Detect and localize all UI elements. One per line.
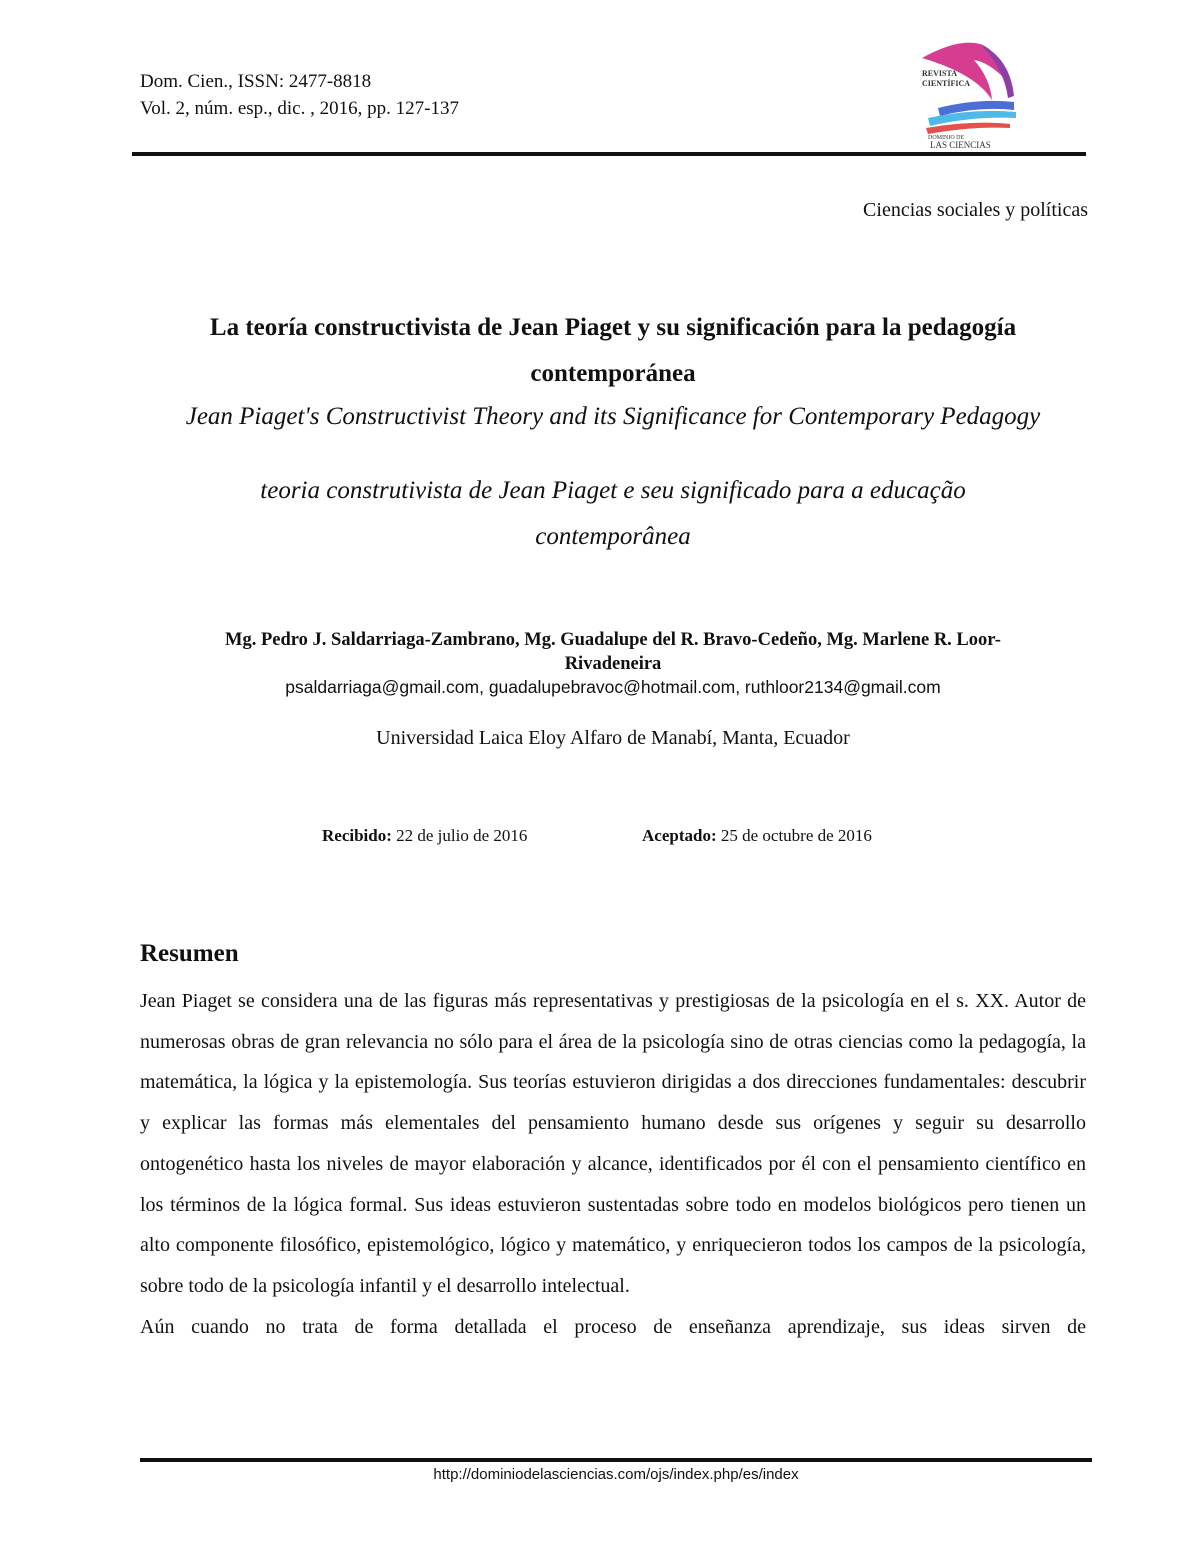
title-portuguese-line2: contemporânea <box>535 523 691 550</box>
journal-issn: Dom. Cien., ISSN: 2477-8818 <box>140 71 372 92</box>
header-rule <box>132 152 1086 156</box>
received-date <box>322 826 527 846</box>
title-portuguese <box>140 468 1086 560</box>
logo-text-dominio: DOMINIO DE <box>928 135 965 141</box>
logo-swoosh-red <box>926 123 1010 134</box>
author-list <box>140 628 1086 676</box>
author-affiliation: Universidad Laica Eloy Alfaro de Manabí, Manta, Ecuador <box>376 727 850 749</box>
footer-rule <box>140 1458 1092 1462</box>
journal-header <box>140 68 459 122</box>
title-portuguese-line1: teoria construtivista de Jean Piaget e seu significado para a educação <box>260 477 966 504</box>
author-list-line2: Rivadeneira <box>564 654 662 674</box>
received-value: 22 de julio de 2016 <box>396 826 528 845</box>
journal-volume: Vol. 2, núm. esp., dic. , 2016, pp. 127-137 <box>140 98 459 119</box>
received-label: Recibido: <box>322 826 392 845</box>
abstract-body <box>140 981 1086 1347</box>
accepted-label: Aceptado: <box>642 826 717 845</box>
journal-logo <box>918 38 1018 150</box>
accepted-value: 25 de octubre de 2016 <box>720 826 872 845</box>
title-english: Jean Piaget's Constructivist Theory and its Significance for Contemporary Pedagogy <box>185 403 1041 430</box>
logo-text-ciencias: LAS CIENCIAS <box>930 140 991 150</box>
accepted-date <box>642 826 872 846</box>
abstract-paragraph-1: Jean Piaget se considera una de las figuras más representativas y prestigiosas de la psicología en el s. XX. Autor de numerosas obras de gran relevancia no sólo para el área de la psicología sino de otras ciencias como la pedagogía, la matemática, la lógica y la epistemología. Sus teorías estuvieron dirigidas a dos direcciones fundamentales: descubrir y explicar las formas más elementales del pensamiento humano desde sus orígenes y seguir su desarrollo ontogenético hasta los niveles de mayor elaboración y alcance, identificados por él con el pensamiento científico en los términos de la lógica formal. Sus ideas estuvieron sustentadas sobre todo en modelos biológicos pero tienen un alto componente filosófico, epistemológico, lógico y matemático, y enriquecieron todos los campos de la psicología, sobre todo de la psicología infantil y el desarrollo intelectual. <box>140 990 1086 1297</box>
author-list-line1: Mg. Pedro J. Saldarriaga-Zambrano, Mg. Guadalupe del R. Bravo-Cedeño, Mg. Marlene R. Loor- <box>225 630 1001 650</box>
title-spanish-line1: La teoría constructivista de Jean Piaget y su significación para la pedagogía <box>209 314 1017 341</box>
abstract-paragraph-2: Aún cuando no trata de forma detallada el proceso de enseñanza aprendizaje, sus ideas sirven de <box>140 1315 1086 1338</box>
logo-text-cientifica: CIENTÍFICA <box>922 79 971 88</box>
title-spanish <box>140 305 1086 397</box>
author-emails: psaldarriaga@gmail.com, guadalupebravoc@hotmail.com, ruthloor2134@gmail.com <box>285 677 941 697</box>
footer-url-link[interactable]: http://dominiodelasciencias.com/ojs/index.php/es/index <box>433 1466 799 1483</box>
abstract-heading: Resumen <box>140 940 239 967</box>
logo-text-revista: REVISTA <box>922 69 957 78</box>
section-label: Ciencias sociales y políticas <box>863 199 1088 221</box>
title-spanish-line2: contemporánea <box>530 360 696 387</box>
